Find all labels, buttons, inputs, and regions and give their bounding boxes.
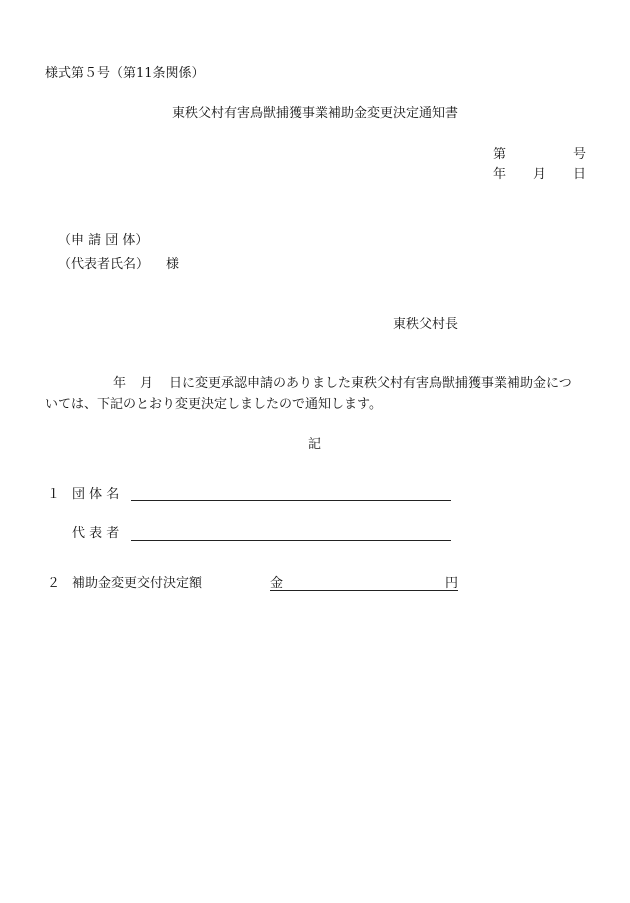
amount-field-line[interactable] (270, 590, 458, 591)
doc-number-go: 号 (573, 147, 587, 162)
recipient-honorific: 様 (166, 257, 180, 272)
body-year: 年 (113, 376, 127, 391)
body-line1: 日に変更承認申請のありました東秩父村有害鳥獣捕獲事業補助金につ (169, 376, 572, 391)
doc-date-month: 月 (533, 167, 547, 182)
item1b-label: 代 表 者 (72, 526, 120, 541)
item1-label: 団 体 名 (72, 487, 120, 502)
recipient-rep-label: （代表者氏名） (58, 257, 150, 272)
form-number: 様式第５号（第11条関係） (45, 66, 205, 81)
recipient-group-label: （申 請 団 体） (58, 233, 149, 248)
doc-date-year: 年 (493, 167, 507, 182)
body-month: 月 (140, 376, 154, 391)
amount-prefix: 金 (270, 576, 284, 591)
amount-suffix: 円 (445, 576, 459, 591)
document-title: 東秩父村有害鳥獣捕獲事業補助金変更決定通知書 (172, 106, 459, 121)
issuer-name: 東秩父村長 (393, 317, 459, 332)
item2-label: 補助金変更交付決定額 (72, 576, 203, 591)
body-line2: いては、下記のとおり変更決定しましたので通知します。 (45, 397, 382, 412)
group-name-field-line[interactable] (131, 500, 451, 501)
doc-number-dai: 第 (493, 147, 507, 162)
item1-number: １ (47, 487, 61, 502)
ki-heading: 記 (308, 437, 322, 452)
representative-field-line[interactable] (131, 540, 451, 541)
doc-date-day: 日 (573, 167, 587, 182)
item2-number: ２ (47, 576, 61, 591)
